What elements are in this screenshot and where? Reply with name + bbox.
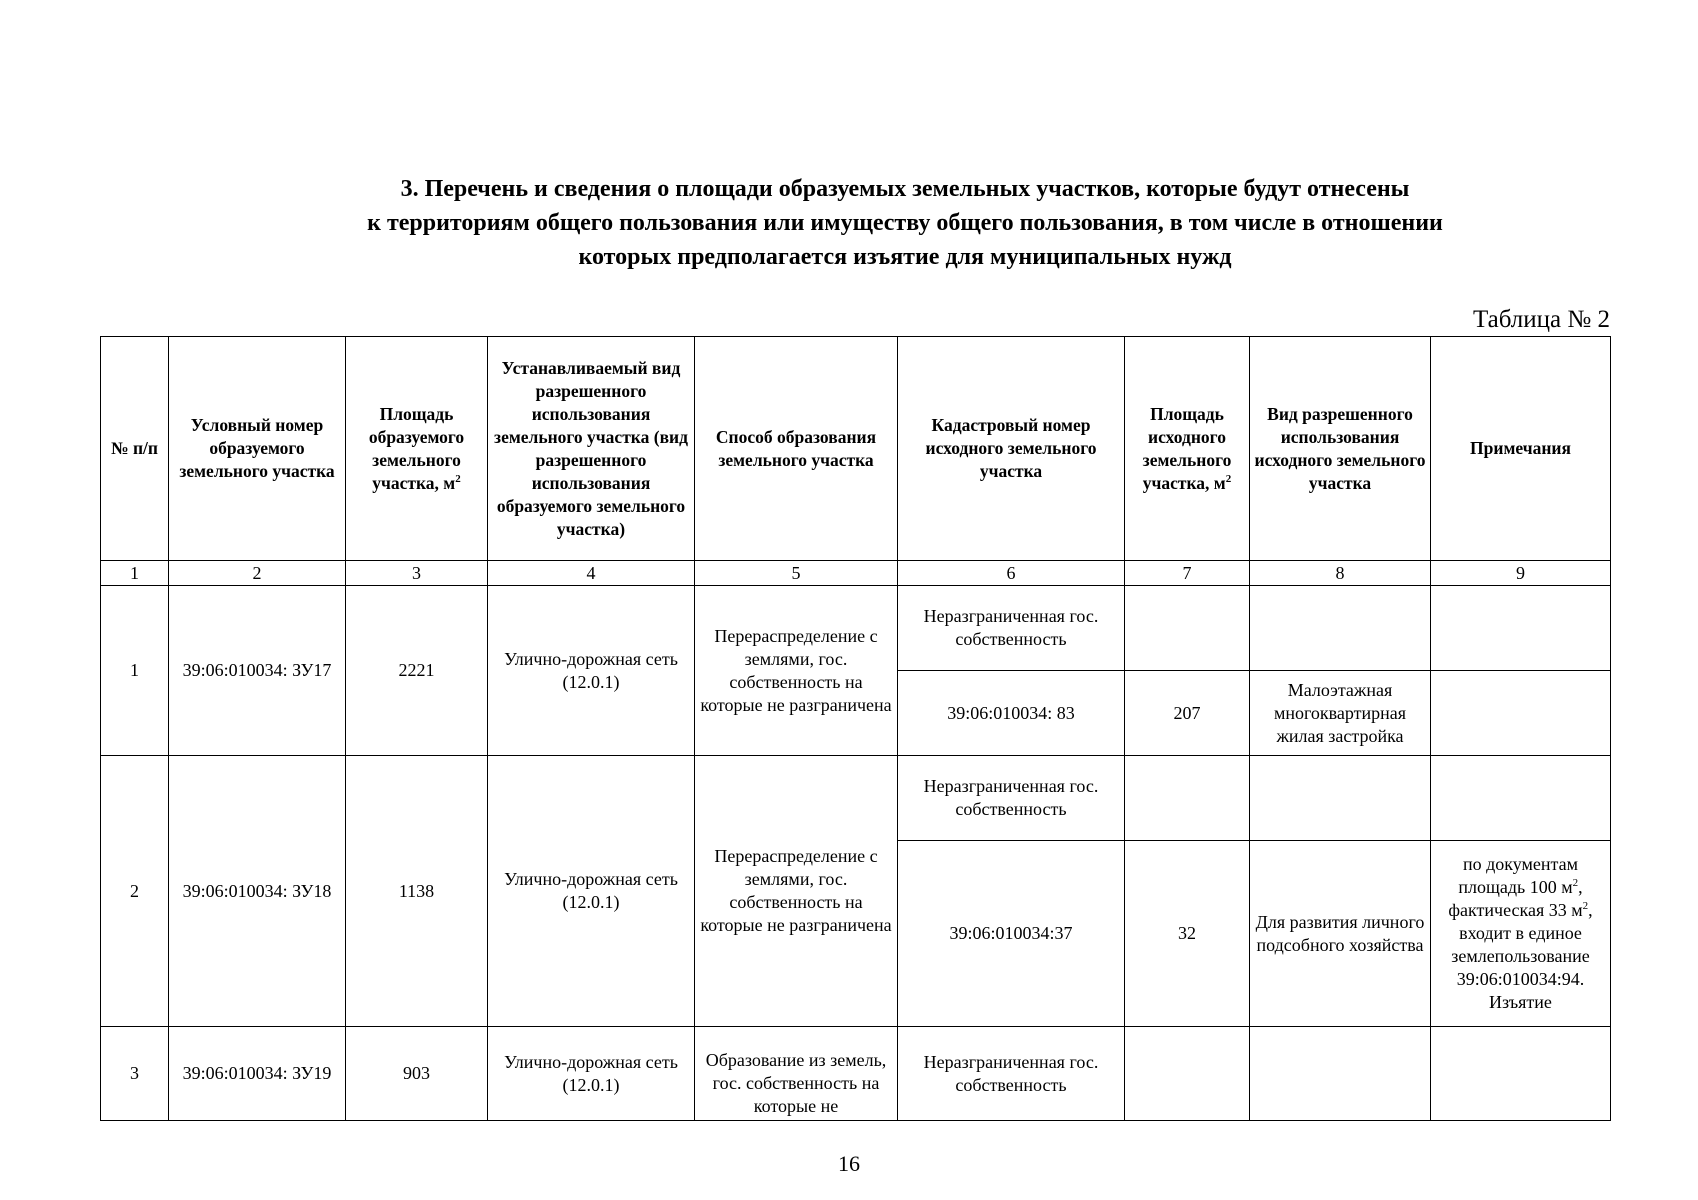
- plot-area: 903: [346, 1027, 488, 1121]
- source-cadastral: Неразграниченная гос. собственность: [898, 586, 1125, 671]
- source-area: [1125, 756, 1250, 841]
- column-number: 3: [346, 561, 488, 586]
- formation-method: Перераспределение с землями, гос. собственность на которые не разграничена: [695, 586, 898, 756]
- column-number: 6: [898, 561, 1125, 586]
- header-notes: Примечания: [1431, 337, 1611, 561]
- header-formation-method: Способ образования земельного участка: [695, 337, 898, 561]
- heading-line-1: 3. Перечень и сведения о площади образуемых земельных участков, которые будут отнесены: [400, 176, 1410, 202]
- permitted-use: Улично-дорожная сеть (12.0.1): [488, 586, 695, 756]
- column-numbers-row: [101, 561, 1611, 586]
- plot-id: 39:06:010034: ЗУ19: [169, 1027, 346, 1121]
- formation-method: Перераспределение с землями, гос. собственность на которые не разграничена: [695, 756, 898, 1027]
- table-row: [101, 756, 1611, 841]
- table-row: [101, 1027, 1611, 1121]
- source-use: [1250, 756, 1431, 841]
- table-caption: Таблица № 2: [1472, 306, 1610, 333]
- row-number: 2: [101, 756, 169, 1027]
- source-area: 207: [1125, 671, 1250, 756]
- header-plot-area: Площадь образуемого земельного участка, $м^2$: [346, 337, 488, 561]
- source-cadastral: Неразграниченная гос. собственность: [898, 1027, 1125, 1121]
- permitted-use: Улично-дорожная сеть (12.0.1): [488, 756, 695, 1027]
- land-plots-table: [100, 336, 1611, 1121]
- source-cadastral: Неразграниченная гос. собственность: [898, 756, 1125, 841]
- header-permitted-use: Устанавливаемый вид разрешенного использования земельного участка (вид разрешенного использования образуемого земельного участка): [488, 337, 695, 561]
- source-area: 32: [1125, 841, 1250, 1027]
- table-header-row: [101, 337, 1611, 561]
- header-source-use: Вид разрешенного использования исходного земельного участка: [1250, 337, 1431, 561]
- page-number: 16: [838, 1151, 860, 1176]
- heading-line-3: которых предполагается изъятие для муниципальных нужд: [578, 244, 1232, 270]
- source-cadastral: 39:06:010034:37: [898, 841, 1125, 1027]
- column-number: 5: [695, 561, 898, 586]
- column-number: 7: [1125, 561, 1250, 586]
- notes: [1431, 586, 1611, 671]
- heading-line-2: к территориям общего пользования или имуществу общего пользования, в том числе в отношении: [367, 210, 1443, 236]
- notes: [1431, 671, 1611, 756]
- column-number: 8: [1250, 561, 1431, 586]
- plot-id: 39:06:010034: ЗУ18: [169, 756, 346, 1027]
- source-use: [1250, 1027, 1431, 1121]
- column-number: 1: [101, 561, 169, 586]
- source-use: Для развития личного подсобного хозяйства: [1250, 841, 1431, 1027]
- row-number: 1: [101, 586, 169, 756]
- plot-id: 39:06:010034: ЗУ17: [169, 586, 346, 756]
- source-use: [1250, 586, 1431, 671]
- source-area: [1125, 586, 1250, 671]
- plot-area: 1138: [346, 756, 488, 1027]
- table-row: [101, 586, 1611, 671]
- column-number: 2: [169, 561, 346, 586]
- permitted-use: Улично-дорожная сеть (12.0.1): [488, 1027, 695, 1121]
- header-plot-id: Условный номер образуемого земельного участка: [169, 337, 346, 561]
- column-number: 4: [488, 561, 695, 586]
- notes: [1431, 756, 1611, 841]
- row-number: 3: [101, 1027, 169, 1121]
- notes: [1431, 1027, 1611, 1121]
- formation-method: Образование из земель, гос. собственность на которые не: [695, 1027, 898, 1121]
- source-use: Малоэтажная многоквартирная жилая застройка: [1250, 671, 1431, 756]
- document-heading: [100, 172, 1698, 274]
- header-source-area: Площадь исходного земельного участка, $м^2$: [1125, 337, 1250, 561]
- source-cadastral: 39:06:010034: 83: [898, 671, 1125, 756]
- header-source-cadastral: Кадастровый номер исходного земельного участка: [898, 337, 1125, 561]
- plot-area: 2221: [346, 586, 488, 756]
- column-number: 9: [1431, 561, 1611, 586]
- header-number: № п/п: [101, 337, 169, 561]
- notes: по документам площадь 100 $м^2$, фактическая 33 $м^2$, входит в единое землепользование 39:06:010034:94. Изъятие: [1431, 841, 1611, 1027]
- source-area: [1125, 1027, 1250, 1121]
